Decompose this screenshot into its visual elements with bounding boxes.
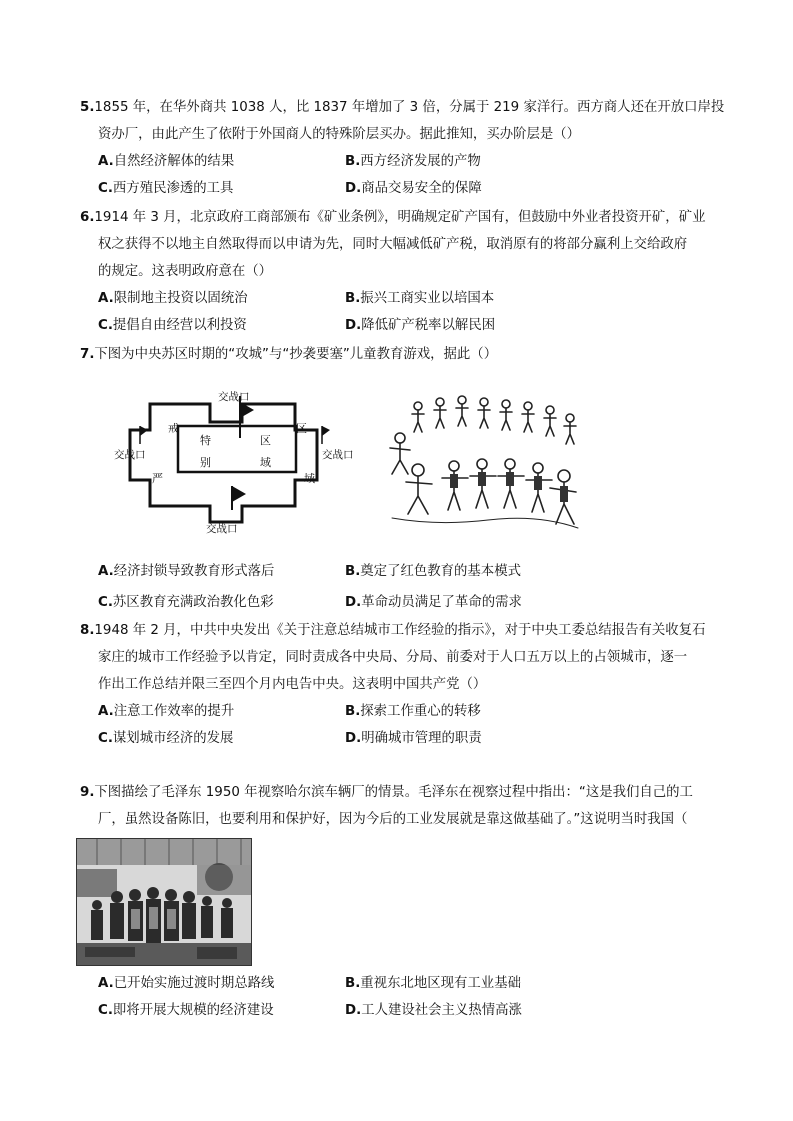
question-8-stem-line: 家庄的城市工作经验予以肯定，同时责成各中央局、分局、前委对于人口五万以上的占领城市，逐一 (98, 650, 688, 665)
question-number: 8. (80, 623, 95, 638)
option-d[interactable]: D.商品交易安全的保障 (345, 181, 482, 196)
option-b[interactable]: B.西方经济发展的产物 (345, 154, 481, 169)
question-8-options-row (80, 725, 730, 752)
question-8-stem-line: 8.1948 年 2 月，中共中央发出《关于注意总结城市工作经验的指示》，对于中央工委总结报告有关收复石 (80, 623, 706, 638)
question-6-stem-line: 6.1914 年 3 月，北京政府工商部颁布《矿业条例》，明确规定矿产国有，但鼓励中外业者投资开矿，矿业 (80, 210, 706, 225)
child-figure-row (442, 459, 576, 524)
option-b[interactable]: B.重视东北地区现有工业基础 (345, 976, 521, 991)
gate-label-right: 交战口 (322, 449, 354, 461)
option-b[interactable]: B.探索工作重心的转移 (345, 704, 481, 719)
option-b[interactable]: B.奠定了红色教育的基本模式 (345, 564, 521, 579)
question-8 (80, 617, 730, 752)
outer-char: 戒 (168, 422, 179, 435)
question-6 (80, 204, 730, 339)
question-6-stem-line: 权之获得不以地主自然取得而以申请为先，同时大幅减低矿产税，取消原有的将部分赢利上交给政府 (98, 237, 688, 252)
children-game-svg (378, 388, 590, 534)
question-5-stem-line: 资办厂，由此产生了依附于外国商人的特殊阶层买办。据此推知，买办阶层是（） (98, 127, 581, 142)
question-9-stem-line: 9.下图描绘了毛泽东 1950 年视察哈尔滨车辆厂的情景。毛泽东在视察过程中指出：“这是我们自己的工 (80, 785, 693, 800)
outer-char: 严 (152, 472, 163, 485)
center-char: 特 (200, 434, 211, 447)
question-7 (80, 341, 730, 368)
gate-label-bottom: 交战口 (206, 523, 238, 535)
outer-char: 区 (296, 422, 307, 435)
question-7-stem-line: 7.下图为中央苏区时期的“攻城”与“抄袭要塞”儿童教育游戏，据此（） (80, 347, 498, 362)
center-char: 别 (200, 456, 211, 469)
question-number: 9. (80, 785, 95, 800)
option-c[interactable]: C.谋划城市经济的发展 (98, 731, 234, 746)
question-5-stem-line: 5.1855 年，在华外商共 1038 人，比 1837 年增加了 3 倍，分属于 219 家洋行。西方商人还在开放口岸投 (80, 100, 725, 115)
factory-illustration-svg (77, 839, 251, 965)
gate-label-left: 交战口 (114, 449, 146, 461)
option-a[interactable]: A.经济封锁导致教育形式落后 (98, 564, 275, 579)
outer-char: 域 (304, 472, 315, 485)
question-7-options (80, 556, 730, 618)
option-c[interactable]: C.西方殖民渗透的工具 (98, 181, 234, 196)
option-d[interactable]: D.降低矿产税率以解民困 (345, 318, 496, 333)
question-9-options-row (80, 997, 730, 1024)
option-b[interactable]: B.振兴工商实业以培国本 (345, 291, 495, 306)
child-figure-row (412, 396, 576, 444)
question-9-options-row (80, 970, 730, 997)
option-c[interactable]: C.苏区教育充满政治教化色彩 (98, 595, 274, 610)
center-char: 区 (260, 434, 271, 447)
question-9-stem-line: 厂，虽然设备陈旧，也要利用和保护好，因为今后的工业发展就是靠这做基础了。”这说明当时我国（ (98, 812, 688, 827)
question-5-options-row (80, 175, 730, 202)
option-d[interactable]: D.明确城市管理的职责 (345, 731, 482, 746)
question-6-stem-line: 的规定。这表明政府意在（） (98, 264, 273, 279)
option-a[interactable]: A.自然经济解体的结果 (98, 154, 235, 169)
option-a[interactable]: A.限制地主投资以固统治 (98, 291, 248, 306)
factory-inspection-illustration (76, 838, 252, 966)
question-5 (80, 94, 730, 202)
option-a[interactable]: A.已开始实施过渡时期总路线 (98, 976, 275, 991)
option-c[interactable]: C.提倡自由经营以利投资 (98, 318, 247, 333)
fortress-diagram-svg (110, 386, 360, 536)
flag-icon (140, 396, 330, 510)
option-d[interactable]: D.革命动员满足了革命的需求 (345, 595, 522, 610)
question-6-options-row (80, 312, 730, 339)
children-game-sketch (378, 388, 590, 534)
question-6-options-row (80, 285, 730, 312)
question-7-options-row (80, 556, 730, 587)
question-5-options-row (80, 148, 730, 175)
option-c[interactable]: C.即将开展大规模的经济建设 (98, 1003, 274, 1018)
question-7-options-row (80, 587, 730, 618)
option-a[interactable]: A.注意工作效率的提升 (98, 704, 235, 719)
gate-label-top: 交战口 (218, 391, 250, 403)
question-9-options (80, 970, 730, 1024)
center-char: 域 (260, 456, 271, 469)
question-number: 5. (80, 100, 95, 115)
option-d[interactable]: D.工人建设社会主义热情高涨 (345, 1003, 522, 1018)
question-8-options-row (80, 698, 730, 725)
question-8-stem-line: 作出工作总结并限三至四个月内电告中央。这表明中国共产党（） (98, 677, 487, 692)
fortress-game-diagram (110, 386, 360, 536)
question-number: 7. (80, 347, 95, 362)
question-number: 6. (80, 210, 95, 225)
